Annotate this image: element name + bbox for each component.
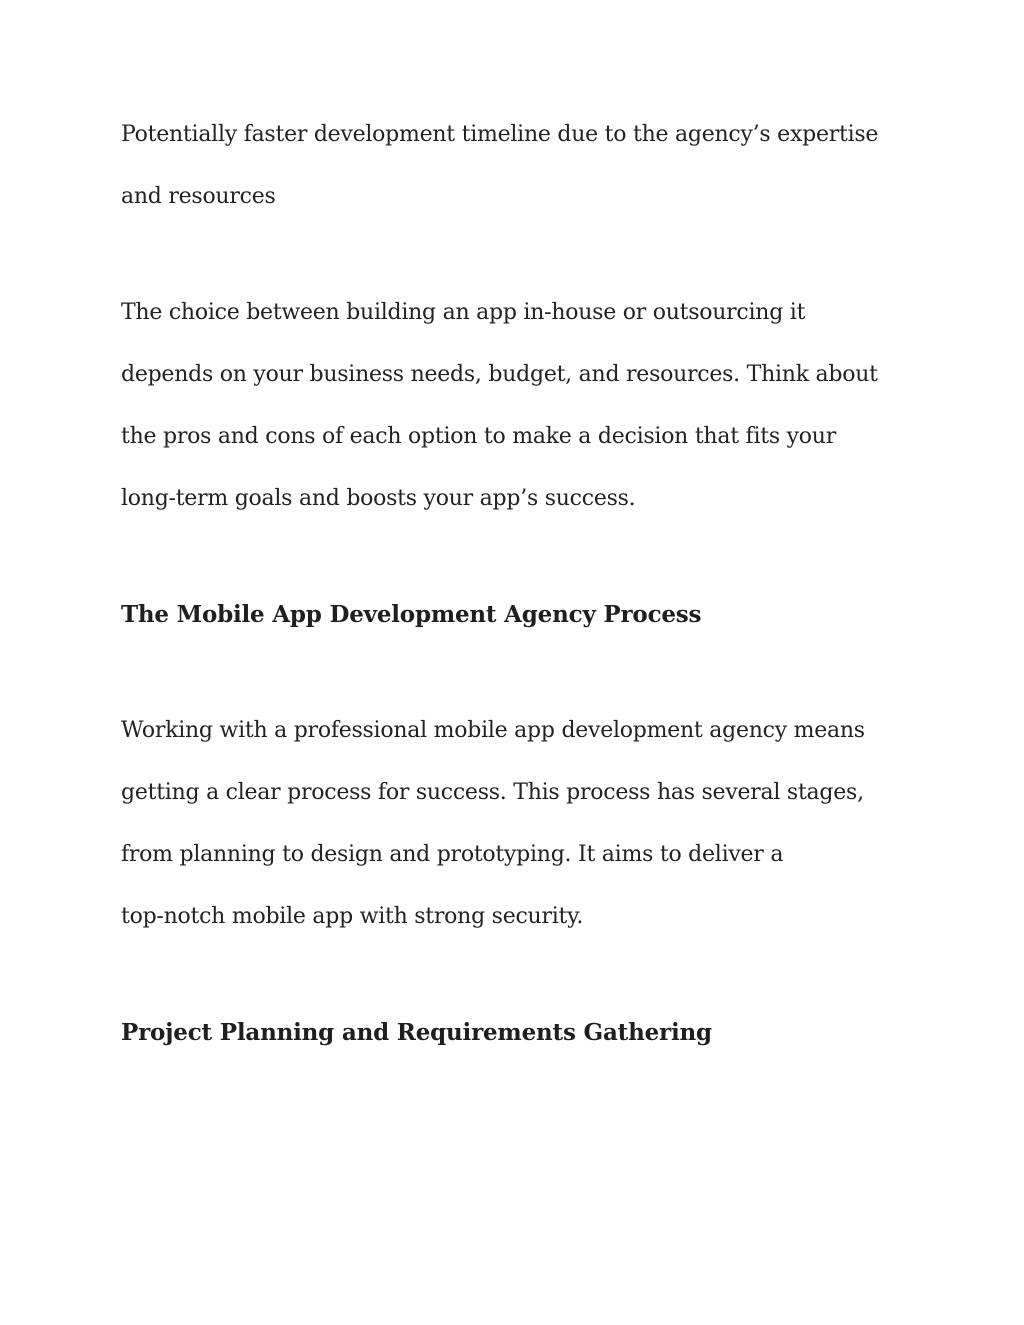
text-line: and resources bbox=[121, 184, 276, 209]
text-line: from planning to design and prototyping. It aims to deliver a bbox=[121, 842, 784, 867]
section-heading-agency-process: The Mobile App Development Agency Process bbox=[121, 601, 702, 628]
text-line: The choice between building an app in-house or outsourcing it bbox=[121, 300, 806, 325]
text-line: the pros and cons of each option to make a decision that fits your bbox=[121, 424, 836, 449]
text-line: depends on your business needs, budget, and resources. Think about bbox=[121, 362, 878, 387]
text-line: top-notch mobile app with strong security. bbox=[121, 904, 584, 929]
text-line: Potentially faster development timeline due to the agency’s expertise bbox=[121, 122, 879, 147]
section-heading-project-planning: Project Planning and Requirements Gathering bbox=[121, 1019, 712, 1046]
text-line: getting a clear process for success. This process has several stages, bbox=[121, 780, 864, 805]
text-line: Working with a professional mobile app development agency means bbox=[121, 718, 865, 743]
text-line: long-term goals and boosts your app’s success. bbox=[121, 486, 636, 511]
